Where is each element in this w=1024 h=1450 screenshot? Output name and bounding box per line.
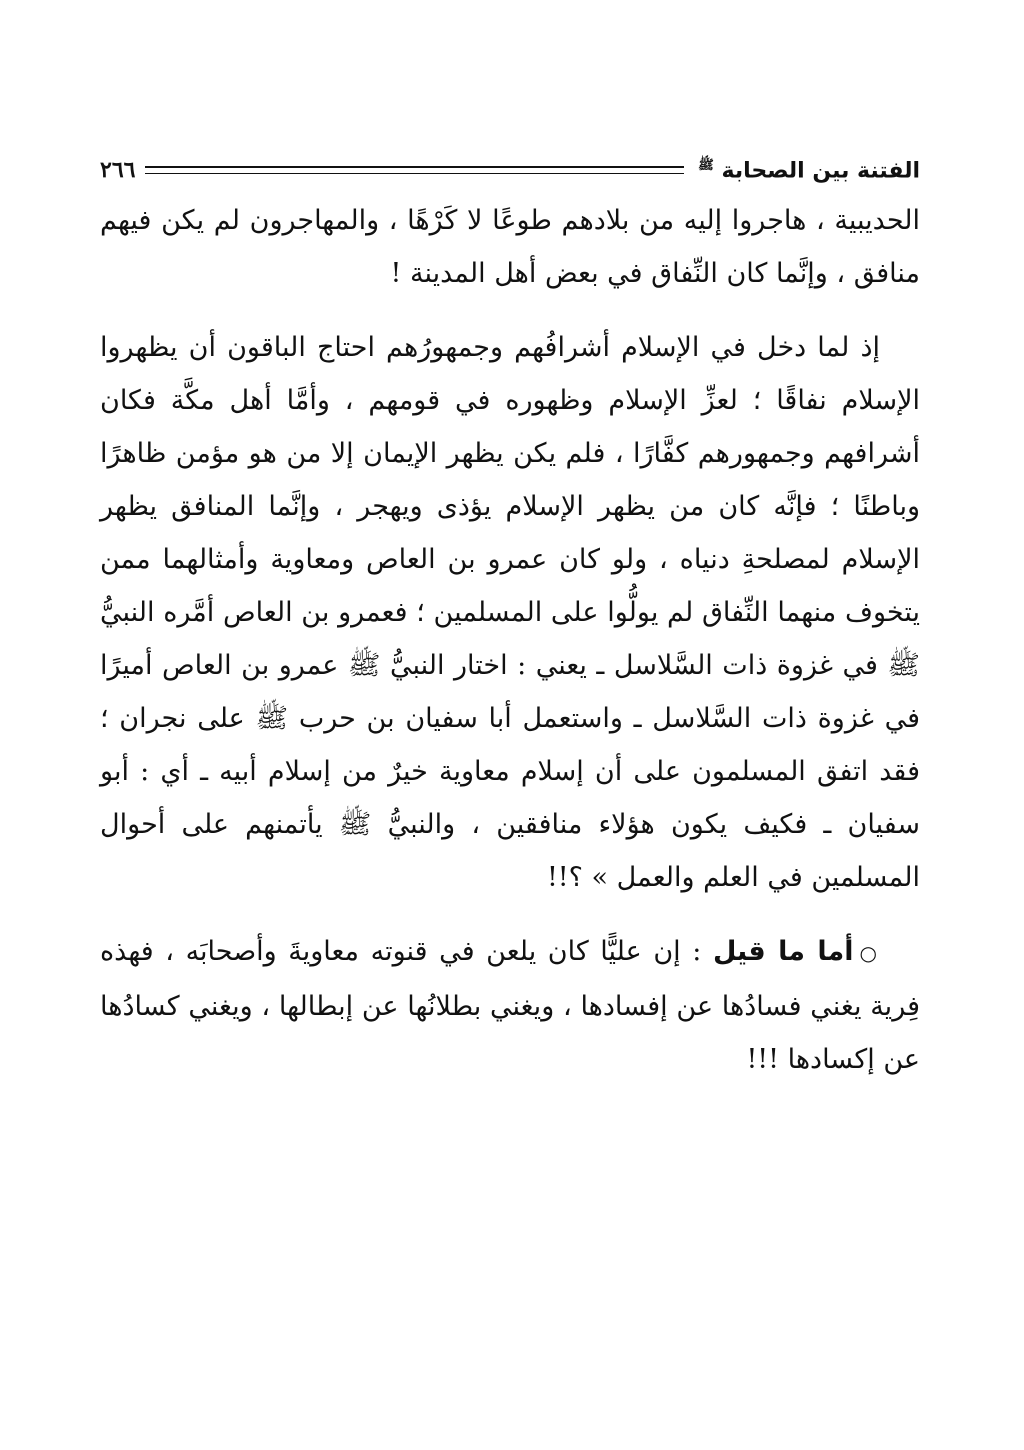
header-title: [694, 157, 920, 183]
paragraph-objection-text: : إن عليًّا كان يلعن في قنوته معاويةَ وأصحابَه ، فهذه فِرية يغني فسادُها عن إفسادها ، ويغني بطلانُها عن إبطالها ، ويغني كسادُها عن إكسادها !!!: [100, 936, 920, 1075]
page-number: ٢٦٦: [100, 157, 136, 183]
running-header: [100, 150, 920, 190]
body-text: [100, 194, 920, 1086]
paragraph-continuation: الحديبية ، هاجروا إليه من بلادهم طوعًا لا كَرْهًا ، والمهاجرون لم يكن فيهم منافق ، وإنَّما كان النِّفاق في بعض أهل المدينة !: [100, 205, 920, 289]
paragraph-objection: [100, 925, 920, 1086]
paragraph-lead: أما ما قيل: [712, 936, 854, 967]
bullet-circle-icon: ○: [859, 941, 880, 965]
header-title-text: الفتنة بين الصحابة: [721, 158, 920, 184]
honorific-mark: ﷺ: [698, 157, 714, 173]
book-page: [100, 150, 920, 1086]
header-rule: [145, 166, 684, 174]
paragraph-main: إذ لما دخل في الإسلام أشرافُهم وجمهورُهم احتاج الباقون أن يظهروا الإسلام نفاقًا ؛ لعزِّ الإسلام وظهوره في قومهم ، وأمَّا أهل مكَّة فكان أشرافهم وجمهورهم كفَّارًا ، فلم يكن يظهر الإيمان إلا من هو مؤمن ظاهرًا وباطنًا ؛ فإنَّه كان من يظهر الإسلام يؤذى ويهجر ، وإنَّما المنافق يظهر الإسلام لمصلحةِ دنياه ، ولو كان عمرو بن العاص ومعاوية وأمثالهما ممن يتخوف منهما النِّفاق لم يولُّوا على المسلمين ؛ فعمرو بن العاص أمَّره النبيُّ ﷺ في غزوة ذات السَّلاسل ـ يعني : اختار النبيُّ ﷺ عمرو بن العاص أميرًا في غزوة ذات السَّلاسل ـ واستعمل أبا سفيان بن حرب ﷺ على نجران ؛ فقد اتفق المسلمون على أن إسلام معاوية خيرٌ من إسلام أبيه ـ أي : أبو سفيان ـ فكيف يكون هؤلاء منافقين ، والنبيُّ ﷺ يأتمنهم على أحوال المسلمين في العلم والعمل » ؟!!: [100, 332, 920, 893]
